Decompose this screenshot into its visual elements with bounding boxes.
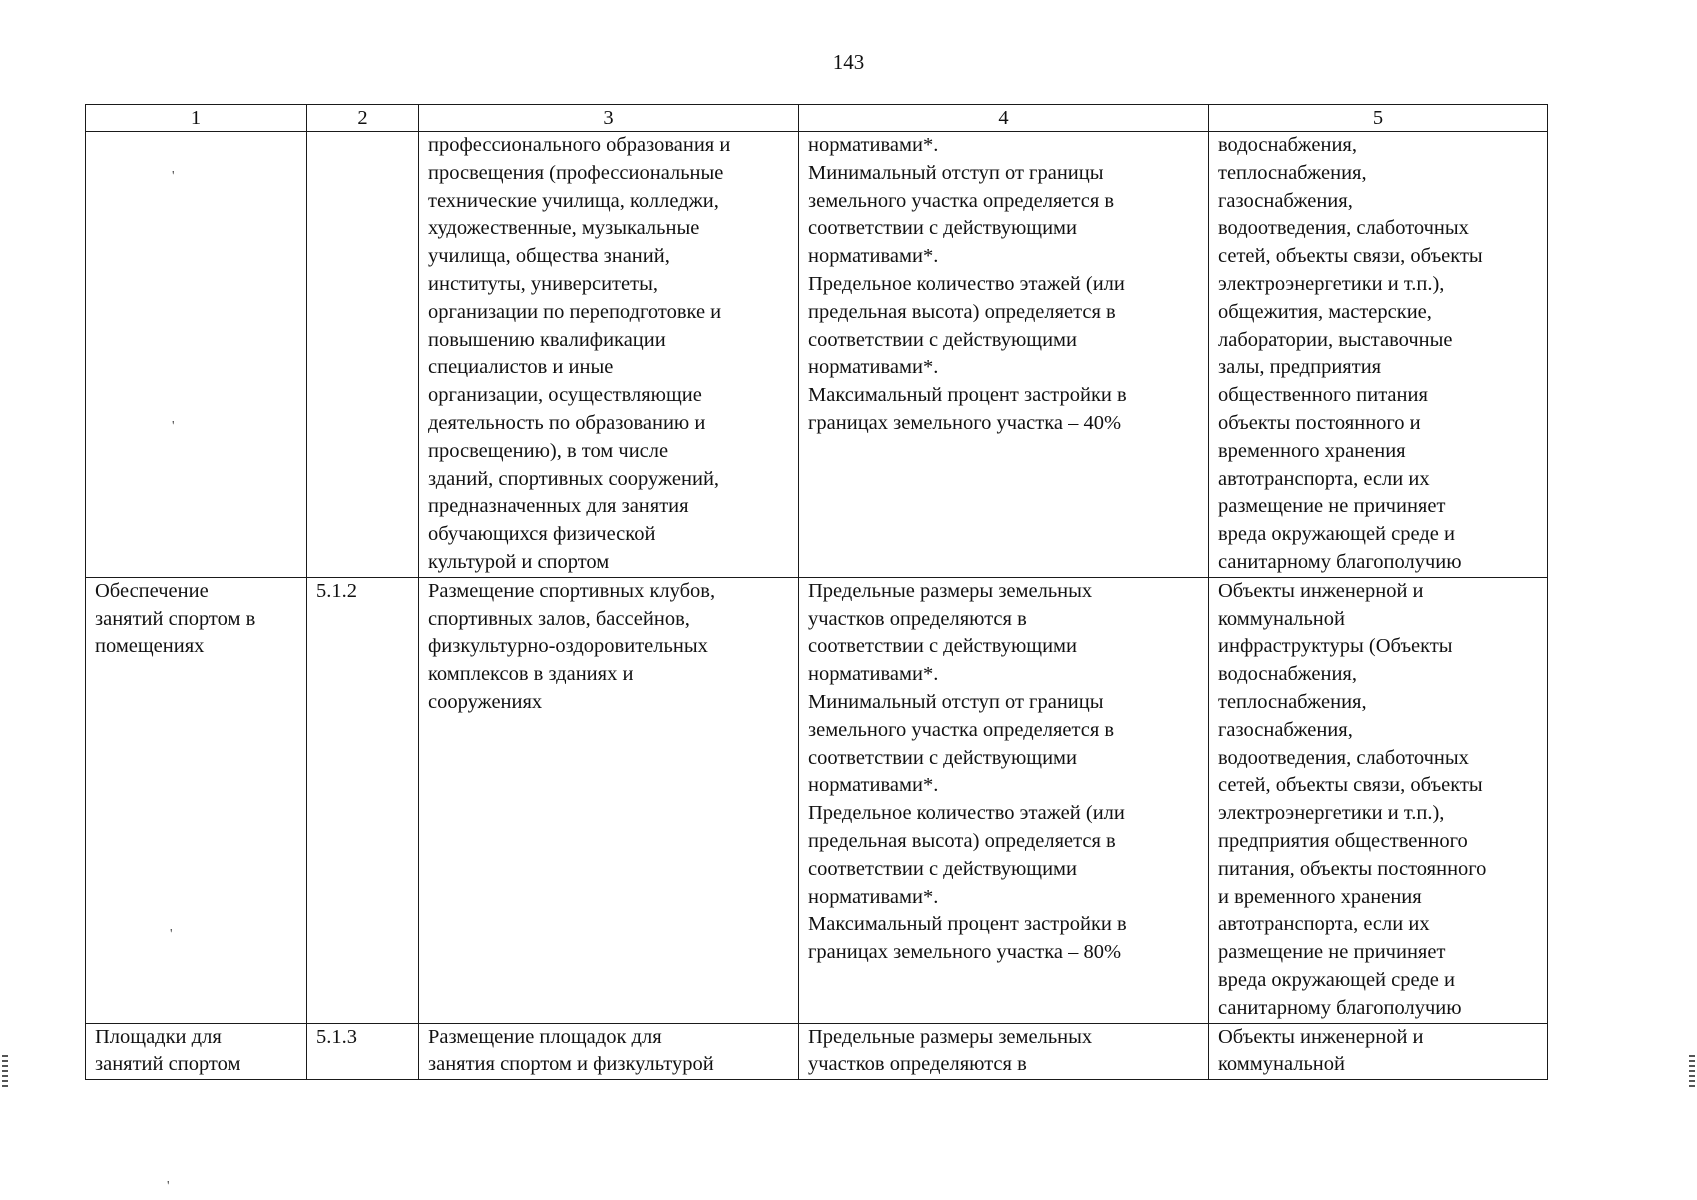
scan-speck: ' <box>170 927 173 942</box>
scan-edge-mark-left <box>2 1055 8 1089</box>
use-name-cell <box>86 132 307 578</box>
column-header-1: 1 <box>86 105 307 132</box>
scan-edge-mark-right <box>1689 1055 1695 1089</box>
use-code-cell: 5.1.3 <box>307 1023 419 1080</box>
use-name-cell: Обеспечение занятий спортом в помещениях <box>86 577 307 1023</box>
use-code-cell <box>307 132 419 578</box>
use-name-cell: Площадки для занятий спортом <box>86 1023 307 1080</box>
parameters-cell: Предельные размеры земельных участков определяются в соответствии с действующими нормативами*. Минимальный отступ от границы земельного участка определяется в соответствии с действующими нормативами*. Предельное количество этажей (или предельная высота) определяется в соответствии с действующими нормативами*. Максимальный процент застройки в границах земельного участка – 80% <box>799 577 1209 1023</box>
scan-speck: ' <box>172 169 175 184</box>
scan-speck: ' <box>167 1179 170 1194</box>
page-number: 143 <box>832 50 865 74</box>
table-row <box>86 577 1548 1023</box>
parameters-cell: нормативами*. Минимальный отступ от границы земельного участка определяется в соответствии с действующими нормативами*. Предельное количество этажей (или предельная высота) определяется в соответствии с действующими нормативами*. Максимальный процент застройки в границах земельного участка – 40% <box>799 132 1209 578</box>
column-header-3: 3 <box>419 105 799 132</box>
use-description-cell: Размещение спортивных клубов, спортивных залов, бассейнов, физкультурно-оздоровительных комплексов в зданиях и сооружениях <box>419 577 799 1023</box>
column-header-5: 5 <box>1209 105 1548 132</box>
column-header-2: 2 <box>307 105 419 132</box>
zoning-table <box>85 104 1548 1080</box>
use-code-cell: 5.1.2 <box>307 577 419 1023</box>
auxiliary-uses-cell: Объекты инженерной и коммунальной <box>1209 1023 1548 1080</box>
parameters-cell: Предельные размеры земельных участков определяются в <box>799 1023 1209 1080</box>
table-row <box>86 1023 1548 1080</box>
scan-speck: ' <box>172 419 175 434</box>
use-description-cell: профессионального образования и просвещения (профессиональные технические училища, колледжи, художественные, музыкальные училища, общества знаний, институты, университеты, организации по переподготовке и повышению квалификации специалистов и иные организации, осуществляющие деятельность по образованию и просвещению), в том числе зданий, спортивных сооружений, предназначенных для занятия обучающихся физической культурой и спортом <box>419 132 799 578</box>
auxiliary-uses-cell: водоснабжения, теплоснабжения, газоснабжения, водоотведения, слаботочных сетей, объекты связи, объекты электроэнергетики и т.п.), общежития, мастерские, лаборатории, выставочные залы, предприятия общественного питания объекты постоянного и временного хранения автотранспорта, если их размещение не причиняет вреда окружающей среде и санитарному благополучию <box>1209 132 1548 578</box>
auxiliary-uses-cell: Объекты инженерной и коммунальной инфраструктуры (Объекты водоснабжения, теплоснабжения, газоснабжения, водоотведения, слаботочных сетей, объекты связи, объекты электроэнергетики и т.п.), предприятия общественного питания, объекты постоянного и временного хранения автотранспорта, если их размещение не причиняет вреда окружающей среде и санитарному благополучию <box>1209 577 1548 1023</box>
header-row <box>86 105 1548 132</box>
column-header-4: 4 <box>799 105 1209 132</box>
table-row <box>86 132 1548 578</box>
use-description-cell: Размещение площадок для занятия спортом и физкультурой <box>419 1023 799 1080</box>
